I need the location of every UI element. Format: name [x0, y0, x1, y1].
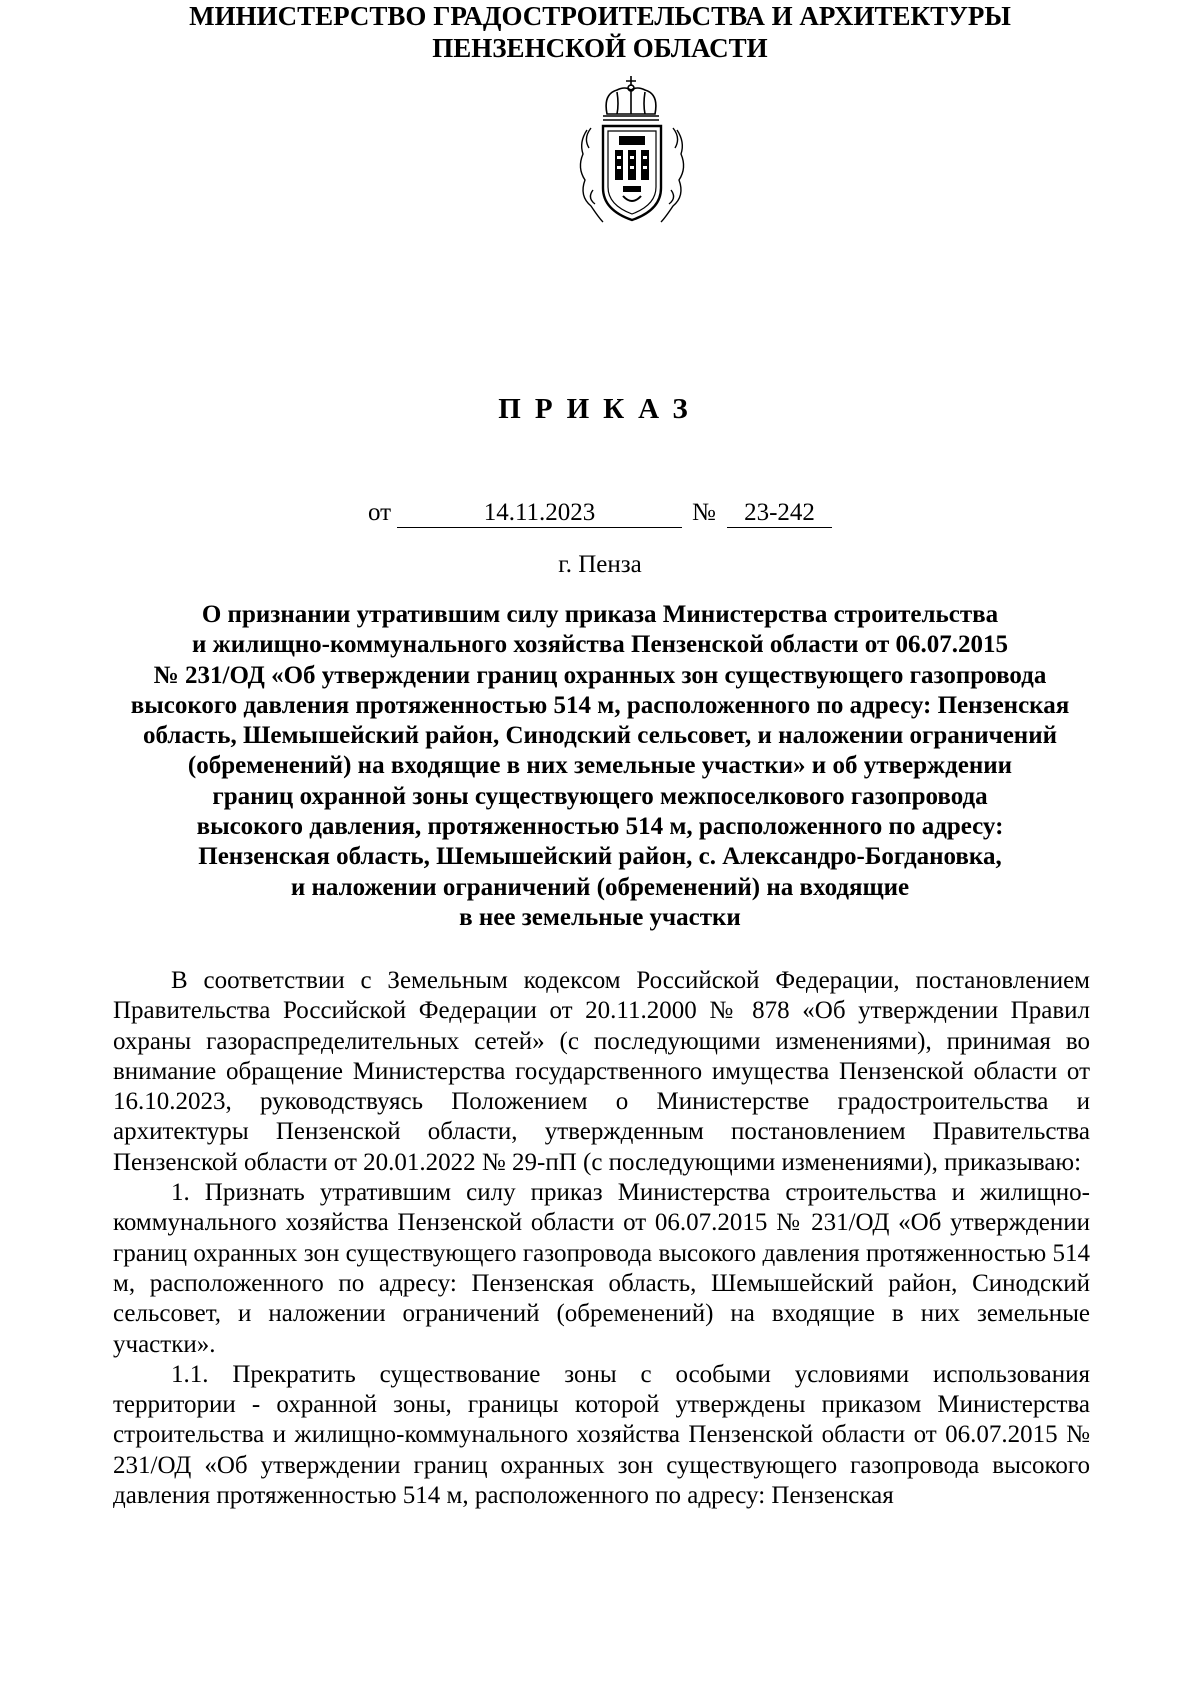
subject-line: в нее земельные участки — [459, 903, 741, 931]
city-line: г. Пенза — [558, 551, 642, 578]
subject-line: О признании утратившим силу приказа Министерства строительства — [201, 601, 999, 628]
subject-line: и жилищно-коммунального хозяйства Пензенской области от 06.07.2015 — [192, 631, 1008, 659]
subject-line: и наложении ограничений (обременений) на входящие — [290, 873, 910, 901]
subject-line: № 231/ОД «Об утверждении границ охранных зон существующего газопровода — [153, 661, 1047, 689]
number-sign: № — [692, 499, 716, 526]
document-body — [113, 966, 1090, 1511]
document-subject — [110, 600, 1090, 933]
coat-of-arms-emblem — [573, 72, 693, 232]
body-paragraph-item-1: 1. Признать утратившим силу приказ Министерства строительства и жилищно-коммунального хозяйства Пензенской области от 06.07.2015 № 231/ОД «Об утверждении границ охранных зон существующего газопровода высокого давления протяженностью 514 м, расположенного по адресу: Пензенская область, Шемышейский район, Синодский сельсовет, и наложении ограничений (обременений) на входящие в них земельные участки». — [113, 1179, 1090, 1358]
document-type-title: ПРИКАЗ — [498, 393, 702, 425]
subject-line: границ охранной зоны существующего межпоселкового газопровода — [212, 782, 988, 810]
subject-line: высокого давления протяженностью 514 м, расположенного по адресу: Пензенская — [130, 691, 1070, 719]
body-paragraph-item-1-1: 1.1. Прекратить существование зоны с особыми условиями использования территории - охранной зоны, границы которой утверждены приказом Министерства строительства и жилищно-коммунального хозяйства Пензенской области от 06.07.2015 № 231/ОД «Об утверждении границ охранных зон существующего газопровода высокого давления протяженностью 514 м, расположенного по адресу: Пензенская — [113, 1360, 1090, 1510]
subject-line: область, Шемышейский район, Синодский сельсовет, и наложении ограничений — [142, 722, 1058, 750]
date-prefix: от — [368, 499, 392, 526]
body-paragraph-preamble: В соответствии с Земельным кодексом Российской Федерации, постановлением Правительства Российской Федерации от 20.11.2000 № 878 «Об утверждении Правил охраны газораспределительных сетей» (с последующими изменениями), принимая во внимание обращение Министерства государственного имущества Пензенской области от 16.10.2023, руководствуясь Положением о Министерстве градостроительства и архитектуры Пензенской области, утвержденным постановлением Правительства Пензенской области от 20.01.2022 № 29-пП (с последующими изменениями), приказываю: — [113, 967, 1090, 1176]
ministry-name-line1: МИНИСТЕРСТВО ГРАДОСТРОИТЕЛЬСТВА И АРХИТЕКТУРЫ — [189, 1, 1011, 31]
subject-line: Пензенская область, Шемышейский район, с. Александро-Богдановка, — [198, 843, 1002, 871]
subject-line: (обременений) на входящие в них земельные участки» и об утверждении — [187, 752, 1013, 780]
ministry-name-line2: ПЕНЗЕНСКОЙ ОБЛАСТИ — [432, 33, 768, 63]
subject-line: высокого давления, протяженностью 514 м, расположенного по адресу: — [196, 813, 1004, 841]
document-date: 14.11.2023 — [397, 498, 682, 528]
document-number: 23-242 — [727, 498, 832, 528]
